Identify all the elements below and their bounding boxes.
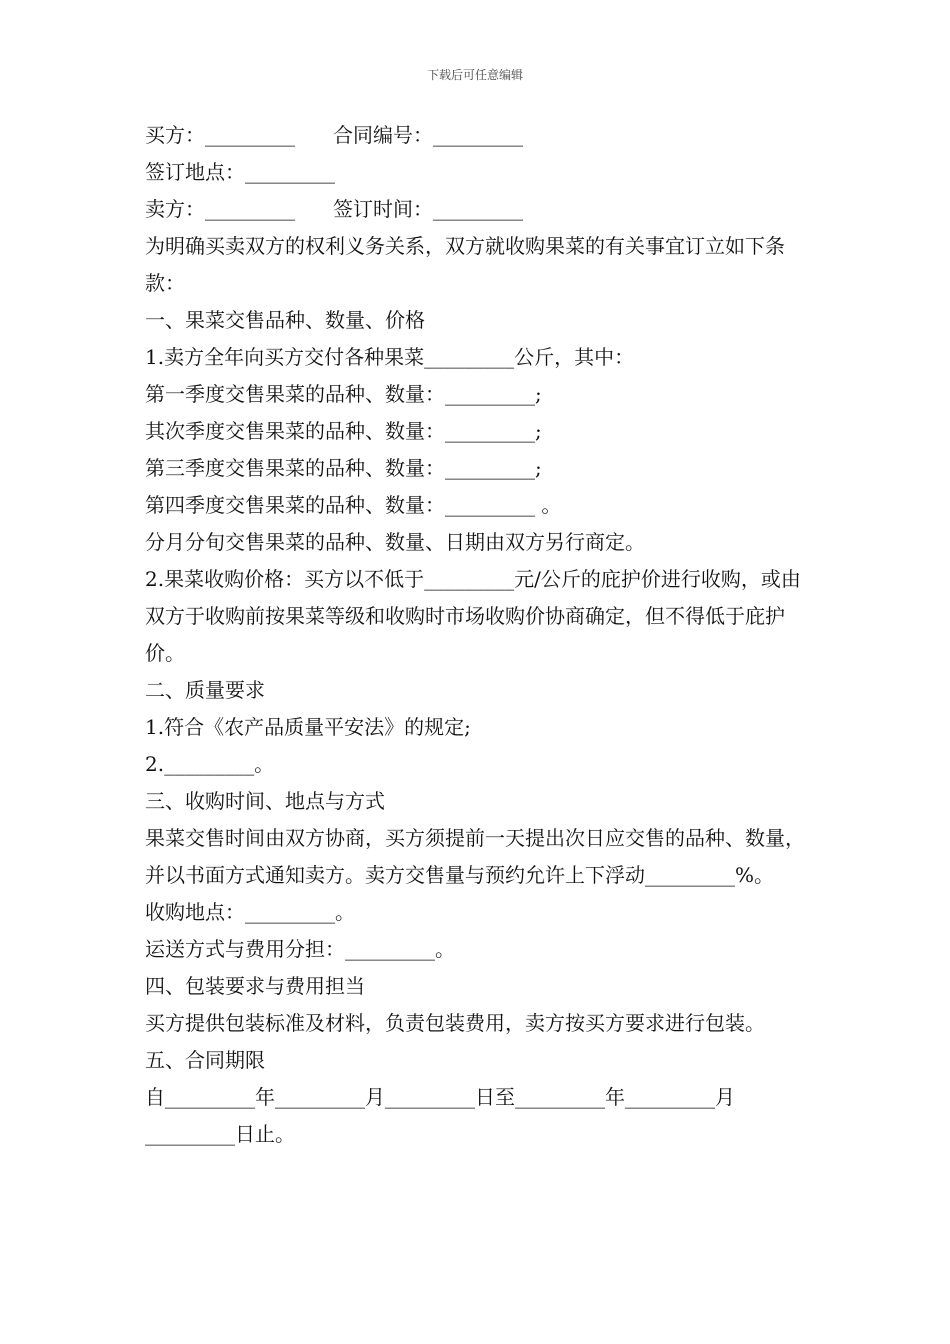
monthly-schedule-line: 分月分旬交售果菜的品种、数量、日期由双方另行商定。: [145, 530, 645, 554]
clause-2-2: 2._________。: [145, 752, 275, 776]
seller-field: 卖方：_________: [145, 197, 295, 221]
packaging-paragraph: 买方提供包装标准及材料，负责包装费用，卖方按买方要求进行包装。: [145, 1011, 765, 1035]
quarter-1-line: 第一季度交售果菜的品种、数量：_________;: [145, 382, 542, 406]
quarter-3-line: 第三季度交售果菜的品种、数量：_________;: [145, 456, 542, 480]
preamble-paragraph: 为明确买卖双方的权利义务关系，双方就收购果菜的有关事宜订立如下条款：: [145, 234, 785, 295]
section-3-heading: 三、收购时间、地点与方式: [145, 789, 385, 813]
page-header: 下载后可任意编辑: [426, 68, 523, 82]
transport-cost-line: 运送方式与费用分担：_________。: [145, 937, 455, 961]
section-2-heading: 二、质量要求: [145, 678, 265, 702]
buyer-field: 买方：_________: [145, 123, 295, 147]
quarter-4-line: 第四季度交售果菜的品种、数量：_________ 。: [145, 493, 562, 517]
quarter-2-line: 其次季度交售果菜的品种、数量：_________;: [145, 419, 542, 443]
delivery-time-paragraph: 果菜交售时间由双方协商，买方须提前一天提出次日应交售的品种、数量，并以书面方式通知卖方。卖方交售量与预约允许上下浮动_________%。: [145, 826, 805, 887]
clause-1-1: 1.卖方全年向买方交付各种果菜_________公斤，其中：: [145, 345, 635, 369]
clause-2-1: 1.符合《农产品质量平安法》的规定;: [145, 715, 471, 739]
buyer-contract-no-line: [145, 117, 815, 154]
seller-sign-time-line: [145, 191, 815, 228]
sign-location-line: 签订地点：_________: [145, 160, 335, 184]
contract-body: [145, 117, 815, 1153]
purchase-location-line: 收购地点：_________。: [145, 900, 355, 924]
sign-time-field: 签订时间：_________: [333, 197, 523, 221]
contract-term-paragraph: 自_________年_________月_________日至_________年_________月_________日止。: [145, 1085, 735, 1146]
section-5-heading: 五、合同期限: [145, 1048, 265, 1072]
contract-number-field: 合同编号：_________: [333, 123, 523, 147]
section-1-heading: 一、果菜交售品种、数量、价格: [145, 308, 425, 332]
section-4-heading: 四、包装要求与费用担当: [145, 974, 365, 998]
clause-1-2-price: 2.果菜收购价格：买方以不低于_________元/公斤的庇护价进行收购，或由双方于收购前按果菜等级和收购时市场收购价协商确定，但不得低于庇护价。: [145, 567, 801, 665]
